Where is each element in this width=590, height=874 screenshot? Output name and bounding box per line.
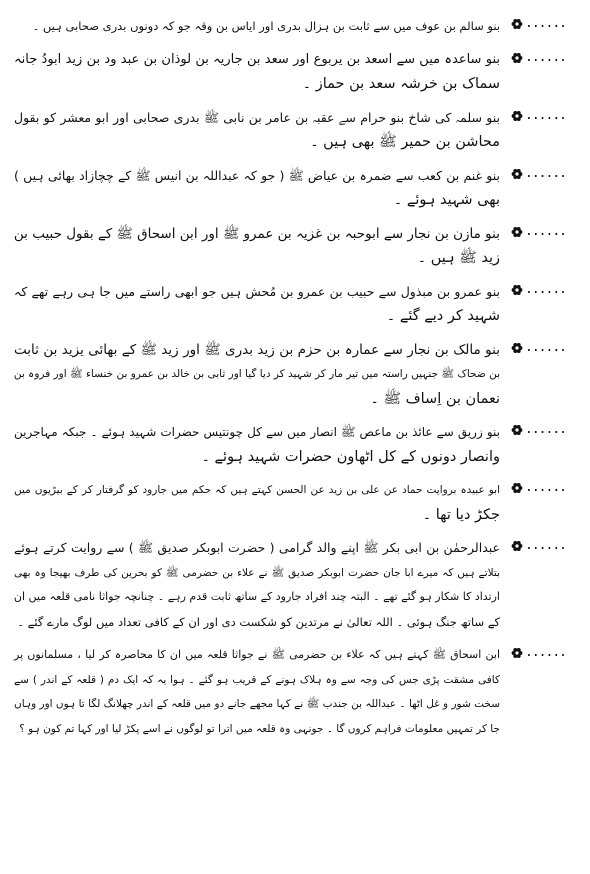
- flower-icon: [511, 110, 523, 122]
- bullet-dots: ......: [525, 538, 566, 553]
- text-line: جا کر تمہیں معلومات فراہم کروں گا ۔ جونہی وہ قلعہ میں اترا تو لوگوں نے اسے پکڑ لیا اور کہا تم کون ہو ؟: [19, 722, 500, 735]
- paragraph-entry: [14, 222, 566, 271]
- paragraph-entry: [14, 48, 566, 97]
- flower-icon: [511, 18, 523, 30]
- bullet-marker: [511, 223, 566, 239]
- paragraph-entry: [14, 280, 566, 329]
- paragraph-entry: [14, 536, 566, 634]
- flower-icon: [511, 284, 523, 296]
- bullet-marker: [511, 107, 566, 123]
- text-line: بھی شہید ہوئے ۔: [393, 192, 500, 208]
- text-line: شہید کر دیے گئے ۔: [386, 308, 500, 324]
- text-line: بنو سالم بن عوف میں سے ثابت بن ہزال بدری اور ایاس بن وقہ جو کہ دونوں بدری صحابی ہیں ۔: [32, 19, 500, 33]
- bullet-marker: [511, 482, 566, 494]
- flower-icon: [511, 482, 523, 494]
- text-line: بنو غنم بن کعب سے ضمرہ بن عیاض ﷺ ( جو کہ عبداللہ بن انیس ﷺ کے چچازاد بھائی ہیں ): [14, 167, 500, 183]
- bullet-dots: ......: [525, 165, 566, 181]
- text-line: بنو عمرو بن مبذول سے حبیب بن عمرو بن مُحش ہیں جو ابھی راستے میں جا ہی رہے تھے کہ: [14, 283, 500, 299]
- bullet-dots: ......: [525, 422, 566, 437]
- text-line: بنو زریق سے عائذ بن ماعص ﷺ انصار میں سے کل چونتیس حضرات شہید ہوئے ۔ جبکہ مہاجرین: [14, 425, 500, 439]
- bullet-marker: [511, 647, 566, 659]
- paragraph-entry: [14, 14, 566, 39]
- paragraph-entry: [14, 164, 566, 213]
- text-line: کافی مشقت پڑی جس کی وجہ سے وہ ہلاک ہونے کے قریب ہو گئے ۔ ہوا یہ کہ ایک دم ( قلعہ کے اندر ) سے: [14, 673, 500, 686]
- bullet-dots: ......: [525, 16, 566, 31]
- text-line: بنو سلمہ کی شاخ بنو حرام سے عقبہ بن عامر بن نابی ﷺ بدری صحابی اور ابو معشر کو بقول: [14, 109, 500, 125]
- paragraph-entry: [14, 643, 566, 741]
- text-line: بنو ساعدہ میں سے اسعد بن یربوع اور سعد بن جاریہ بن لوذان بن عبد ود بن زید ابودُ جانہ: [14, 51, 500, 67]
- bullet-dots: ......: [525, 281, 566, 297]
- text-line: ابن اسحاق ﷺ کہتے ہیں کہ علاء بن حضرمی ﷺ نے جواثا قلعہ میں ان کا محاصرہ کر لیا ، مسلمانوں پر: [14, 648, 500, 661]
- text-line: کے ساتھ جنگ ہوئی ۔ اللہ تعالیٰ نے مرتدین کو شکست دی اور ان کے کافی تعداد میں لوگ مارے گئے ۔: [17, 614, 500, 629]
- bullet-marker: [511, 281, 566, 297]
- flower-icon: [511, 168, 523, 180]
- bullet-marker: [511, 49, 566, 65]
- text-line: ارتداد کا شکار ہو گئے تھے ۔ البتہ چند افراد جارود کے ساتھ ثابت قدم رہے ۔ چنانچہ جواثا نامی قلعہ میں ان: [13, 590, 500, 603]
- text-line: عبدالرحمٰن بن ابی بکر ﷺ اپنے والد گرامی ( حضرت ابوبکر صدیق ﷺ ) سے روایت کرتے ہوئے: [14, 540, 500, 555]
- bullet-dots: ......: [525, 49, 566, 65]
- flower-icon: [511, 226, 523, 238]
- bullet-dots: ......: [525, 107, 566, 123]
- flower-icon: [511, 540, 523, 552]
- bullet-dots: ......: [525, 339, 566, 355]
- flower-icon: [511, 52, 523, 64]
- text-line: بنو مالک بن نجار سے عمارہ بن حزم بن زید بدری ﷺ اور زید ﷺ کے بھائی یزید بن ثابت: [14, 341, 500, 358]
- paragraph-entry: [14, 106, 566, 155]
- paragraph-entry: [14, 478, 566, 527]
- bullet-dots: ......: [525, 645, 566, 660]
- bullet-dots: ......: [525, 480, 566, 495]
- bullet-marker: [511, 18, 566, 30]
- bullet-marker: [511, 165, 566, 181]
- paragraph-entry: [14, 420, 566, 469]
- text-line: وانصار دونوں کے کل اٹھاون حضرات شہید ہوئے ۔: [201, 448, 500, 465]
- text-line: سخت شور و غل اٹھا ۔ عبداللہ بن جندب ﷺ نے کہا مجھے جانے دو میں قلعہ کے اندر چھلانگ لگا تا ہوں اور وہاں: [14, 698, 500, 710]
- text-line: ابو عبیدہ بروایت حماد عن علی بن زید عن الحسن کہتے ہیں کہ حکم میں جارود کو گرفتار کر کے بیڑیوں میں: [14, 484, 500, 496]
- text-line: بن ضحاک ﷺ جنہیں راستہ میں تیر مار کر شہید کر دیا گیا اور ثابی بن خالد بن عمرو بن خنساء ﷺ اور فروہ بن: [13, 368, 500, 380]
- text-line: بنو مازن بن نجار سے ابوحبہ بن غزیہ بن عمرو ﷺ اور ابن اسحاق ﷺ کے بقول حبیب بن: [13, 225, 500, 242]
- text-line: زید ﷺ ہیں ۔: [417, 250, 500, 266]
- text-line: جکڑ دیا تھا ۔: [422, 506, 500, 523]
- text-line: بتلاتے ہیں کہ میرے ابا جان حضرت ابوبکر صدیق ﷺ نے علاء بن حضرمی ﷺ کو بحرین کی طرف بھیجا وہ بھی: [14, 566, 500, 579]
- paragraph-entry: [14, 338, 566, 412]
- entries-list: [14, 14, 566, 741]
- flower-icon: [511, 647, 523, 659]
- text-line: سماک بن خرشہ سعد بن حماز ۔: [302, 76, 500, 92]
- flower-icon: [511, 424, 523, 436]
- bullet-dots: ......: [525, 223, 566, 239]
- bullet-marker: [511, 540, 566, 552]
- bullet-marker: [511, 424, 566, 436]
- flower-icon: [511, 342, 523, 354]
- bullet-marker: [511, 339, 566, 355]
- text-line: نعمان بن اِساف ﷺ ۔: [370, 390, 500, 407]
- text-line: محاشن بن حمیر ﷺ بھی ہیں ۔: [310, 134, 500, 150]
